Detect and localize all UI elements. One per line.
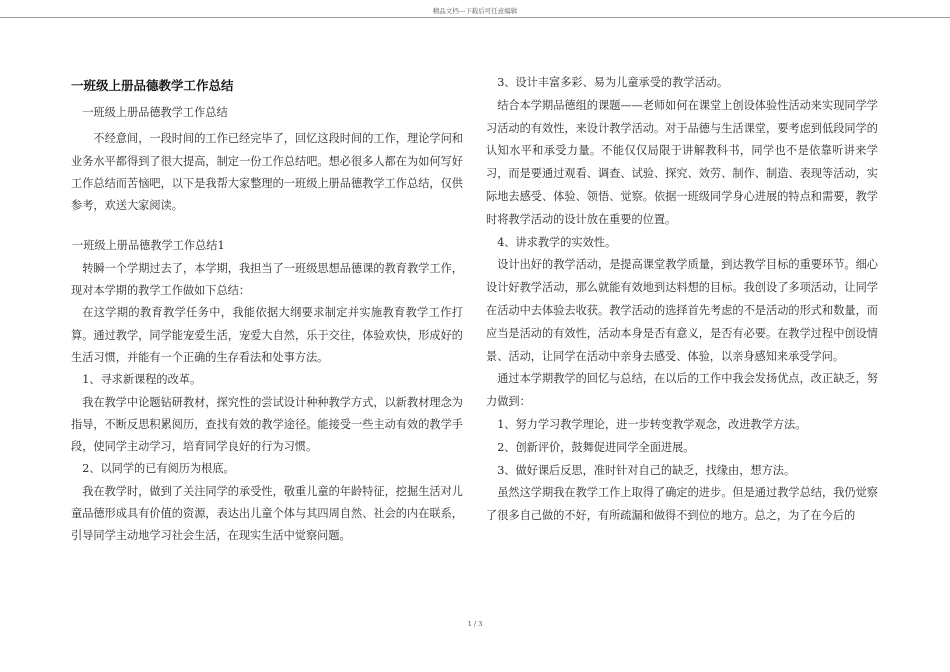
paragraph: 结合本学期品德组的课题——老师如何在课堂上创设体验性活动来实现同学学习活动的有效性，来设计教学活动。对于品德与生活课堂，要考虑到低段同学的认知水平和承受力量。不能仅仅局限于讲解教科书，同学也不是依靠听讲来学习，而是要通过观看、调查、试验、探究、效劳、制作、制造、表现等活动，实际地去感受、体验、领悟、觉察。依据一班级同学身心进展的特点和需要，教学时将教学活动的设计放在重要的位置。 — [486, 98, 878, 226]
left-column — [71, 76, 463, 548]
document-subtitle: 一班级上册品德教学工作总结 — [82, 106, 228, 119]
intro-paragraph: 不经意间，一段时间的工作已经完毕了，回忆这段时间的工作，理论学问和业务水平都得到了很大提高，制定一份工作总结吧。想必很多人都在为如何写好工作总结而苦恼吧，以下是我帮大家整理的一班级上册品德教学工作总结，仅供参考，欢送大家阅读。 — [71, 132, 463, 213]
list-item: 2、创新评价，鼓舞促进同学全面进展。 — [497, 440, 695, 454]
paragraph: 我在教学中论题钻研教材，探究性的尝试设计种种教学方式，以新教材理念为指导，不断反思积累阅历，查找有效的教学途径。能接受一些主动有效的教学手段，使同学主动学习，培育同学良好的行为习惯。 — [71, 395, 463, 454]
section-gap — [71, 217, 463, 235]
header-divider — [0, 17, 950, 18]
section-heading: 一班级上册品德教学工作总结1 — [72, 239, 225, 253]
right-column — [486, 72, 878, 528]
paragraph: 通过本学期教学的回忆与总结，在以后的工作中我会发扬优点，改正缺乏，努力做到： — [486, 372, 878, 409]
list-item: 3、做好课后反思，准时针对自己的缺乏，找缘由，想方法。 — [497, 463, 796, 477]
page-header: 精品文档---下载后可任意编辑 — [432, 7, 518, 15]
document-title: 一班级上册品德教学工作总结 — [71, 78, 234, 93]
list-item: 1、努力学习教学理论，进一步转变教学观念，改进教学方法。 — [497, 417, 807, 431]
paragraph: 转瞬一个学期过去了，本学期，我担当了一班级思想品德课的教育教学工作，现对本学期的教学工作做如下总结： — [71, 261, 463, 298]
page-number: 1 / 3 — [467, 620, 483, 628]
paragraph: 我在教学时，做到了关注同学的承受性，敬重儿童的年龄特征，挖掘生活对儿童品德形成具有价值的资源，表达出儿童个体与其四周自然、社会的内在联系，引导同学主动地学习社会生活，在现实生活中觉察问题。 — [71, 484, 463, 543]
list-item: 4、讲求教学的实效性。 — [497, 235, 617, 249]
paragraph: 在这学期的教育教学任务中，我能依据大纲要求制定并实施教育教学工作打算。通过教学，同学能宠爱生活，宠爱大自然，乐于交往，体验欢快，形成好的生活习惯，并能有一个正确的生存看法和处事方法。 — [71, 306, 463, 364]
list-item: 3、设计丰富多彩、易为儿童承受的教学活动。 — [497, 76, 729, 89]
list-item: 1、寻求新课程的改革。 — [82, 373, 202, 387]
paragraph: 虽然这学期我在教学工作上取得了确定的进步。但是通过教学总结，我仍觉察了很多自己做的不好，有所疏漏和做得不到位的地方。总之，为了在今后的 — [486, 486, 878, 523]
paragraph: 设计出好的教学活动，是提高课堂教学质量，到达教学目标的重要环节。细心设计好教学活动，那么就能有效地到达料想的目标。我创设了多项活动，让同学在活动中去体验去收获。教学活动的选择首先考虑的不是活动的形式和数量，而应当是活动的有效性，活动本身是否有意义，是否有必要。在教学过程中创设情景、活动，让同学在活动中亲身去感受、体验，以亲身感知来承受学问。 — [486, 258, 878, 363]
list-item: 2、以同学的已有阅历为根底。 — [82, 462, 235, 476]
